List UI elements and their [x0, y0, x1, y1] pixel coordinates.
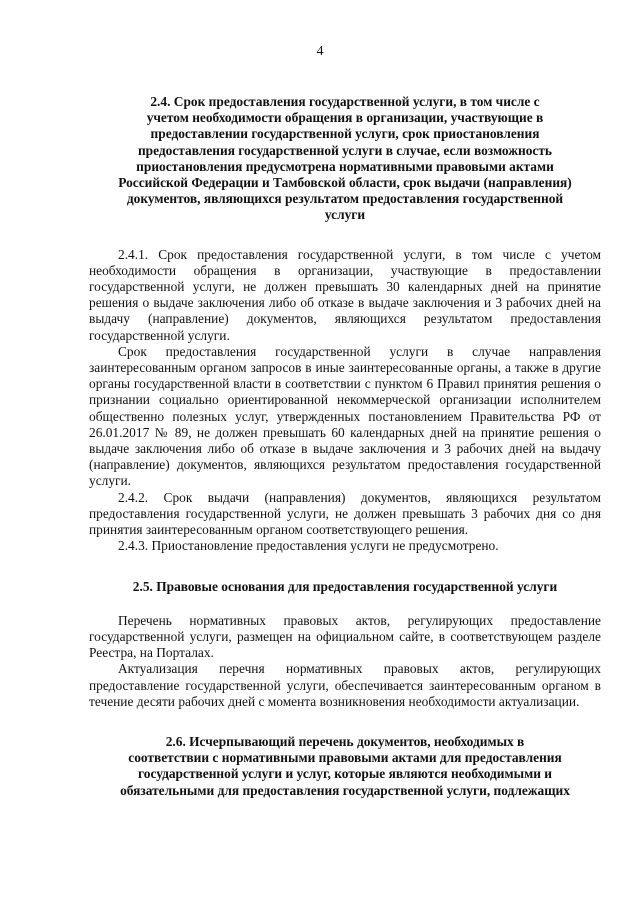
section-2-4-title	[89, 94, 601, 224]
paragraph-term-with-requests: Срок предоставления государственной услуги в случае направления заинтересованным органом запросов в иные заинтересованные органы, а также в другие органы государственной власти в соответствии с пунктом 6 Правил принятия решения о признании социально ориентированной некоммерческой организации исполнителем общественно полезных услуг, утвержденных постановлением Правительства РФ от 26.01.2017 № 89, не должен превышать 60 календарных дней на принятие решения о выдаче заключения либо об отказе в выдаче заключения и 3 рабочих дней на выдачу (направление) документов, являющихся результатом предоставления государственной услуги.	[89, 343, 601, 489]
paragraph-legal-acts-update: Актуализация перечня нормативных правовых актов, регулирующих предоставление государственной услуги, обеспечивается заинтересованным органом в течение десяти рабочих дней с момента возникновения необходимости актуализации.	[89, 661, 601, 709]
paragraph-2-4-2: 2.4.2. Срок выдачи (направления) документов, являющихся результатом предоставления государственной услуги, не должен превышать 3 рабочих дня со дня принятия заинтересованным органом соответствующего решения.	[89, 489, 601, 538]
section-2-4-title-line: Российской Федерации и Тамбовской области, срок выдачи (направления)	[118, 175, 572, 191]
paragraph-2-4-3: 2.4.3. Приостановление предоставления услуги не предусмотрено.	[118, 538, 499, 554]
page-number: 4	[316, 44, 324, 59]
section-2-4-title-line: предоставлении государственной услуги, срок приостановления	[150, 126, 540, 142]
section-2-6-title	[89, 734, 601, 799]
paragraph-2-4-1: 2.4.1. Срок предоставления государственной услуги, в том числе с учетом необходимости обращения в организации, участвующие в предоставлении государственной услуги, не должен превышать 30 календарных дней на принятие решения о выдаче заключения либо об отказе в выдаче заключения и 3 рабочих дней на выдачу (направление) документов, являющихся результатом предоставления государственной услуги.	[89, 246, 601, 343]
paragraph-legal-acts-list: Перечень нормативных правовых актов, регулирующих предоставление государственной услуги, размещен на официальном сайте, в соответствующем разделе Реестра, на Порталах.	[89, 612, 601, 661]
section-2-4-title-line: услуги	[324, 207, 366, 223]
section-2-4-title-line: 2.4. Срок предоставления государственной услуги, в том числе с	[150, 94, 540, 109]
section-2-6-title-line: 2.6. Исчерпывающий перечень документов, необходимых в	[165, 733, 525, 749]
section-2-6-title-line: соответствии с нормативными правовыми актами для предоставления	[128, 750, 562, 766]
section-2-4-title-line: учетом необходимости обращения в организации, участвующие в	[146, 110, 544, 126]
section-2-4-title-line: приостановления предусмотрена нормативными правовыми актами	[136, 158, 554, 174]
section-2-5-title: 2.5. Правовые основания для предоставления государственной услуги	[132, 579, 558, 595]
section-2-6-title-line: обязательными для предоставления государственной услуги, подлежащих	[120, 782, 570, 798]
section-2-6-title-line: государственной услуги и услуг, которые являются необходимыми и	[138, 766, 552, 782]
section-2-4-title-line: документов, являющихся результатом предоставления государственной	[126, 191, 564, 207]
document-body	[89, 94, 601, 799]
section-2-4-title-line: предоставления государственной услуги в случае, если возможность	[137, 142, 553, 158]
